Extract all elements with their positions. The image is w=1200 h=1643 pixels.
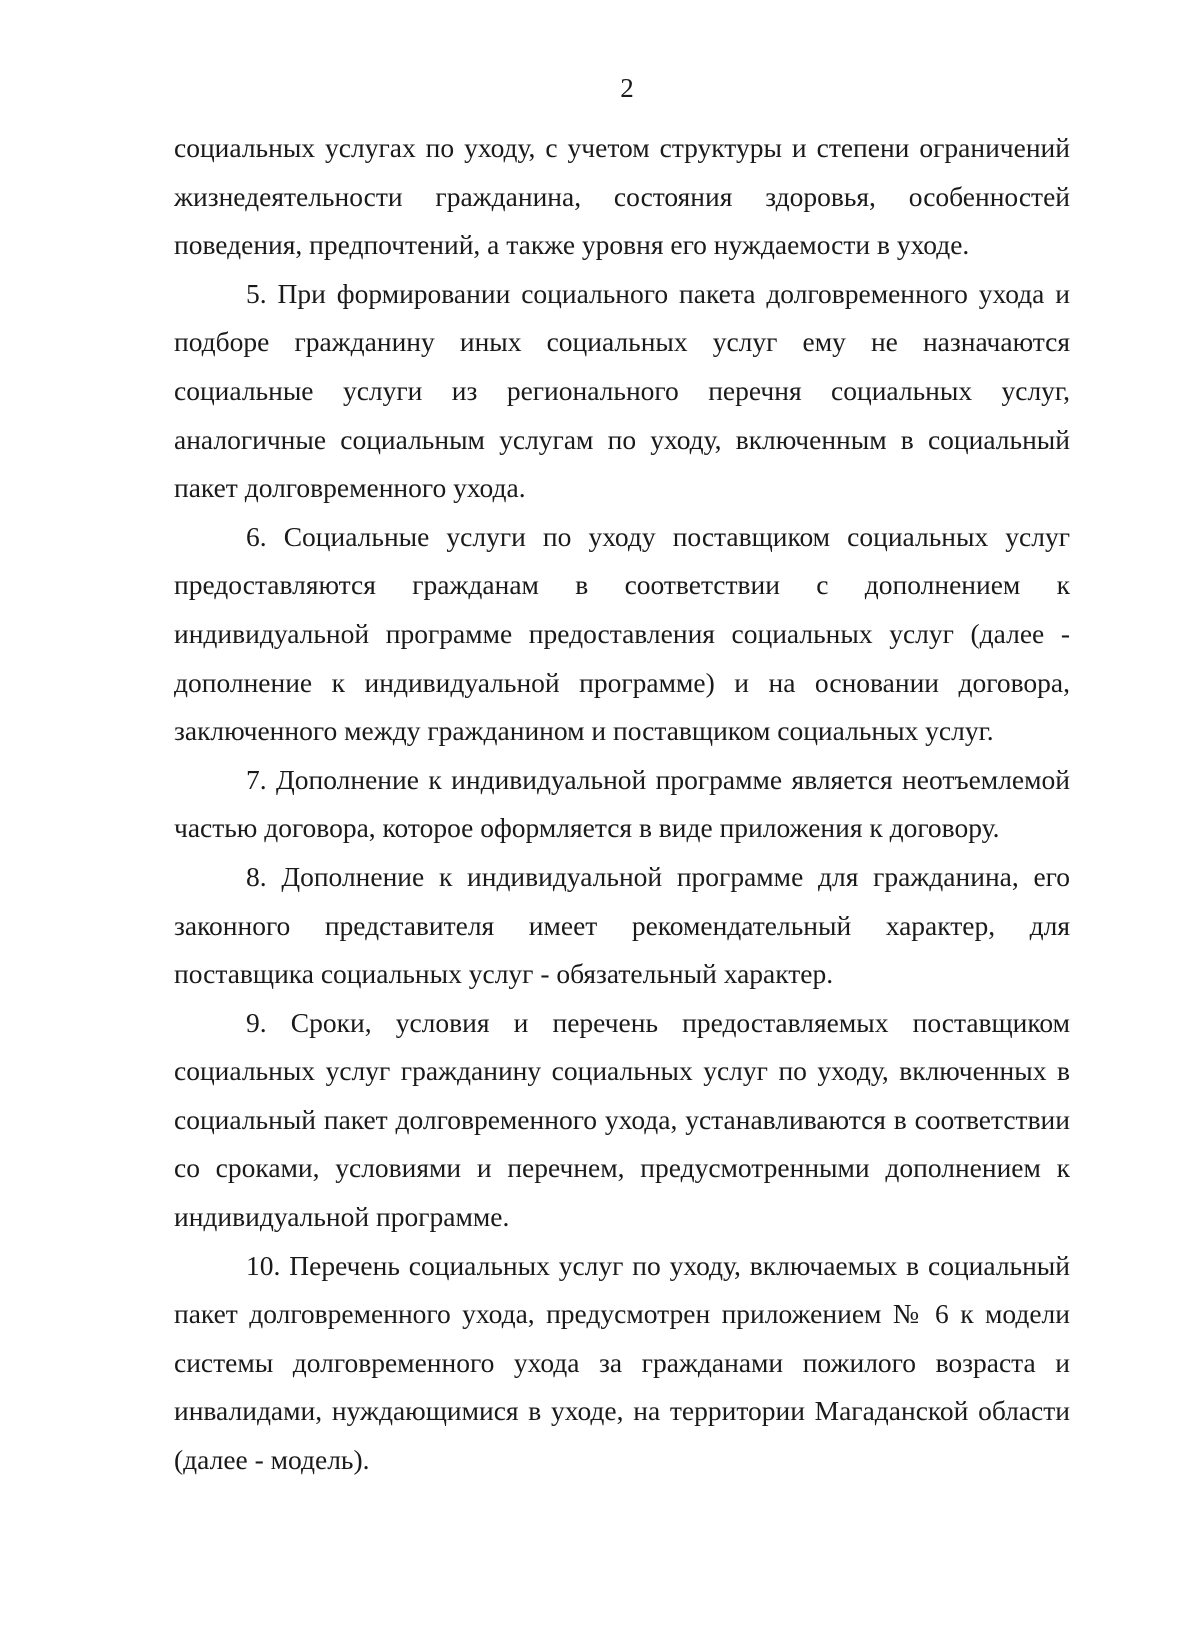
paragraph-9: 9. Сроки, условия и перечень предоставляемых поставщиком социальных услуг гражданину социальных услуг по уходу, включенных в социальный пакет долговременного ухода, устанавливаются в соответствии со сроками, условиями и перечнем, предусмотренными дополнением к индивидуальной программе. [174, 1006, 1070, 1233]
paragraph-5: 5. При формировании социального пакета долговременного ухода и подборе гражданину иных социальных услуг ему не назначаются социальные услуги из регионального перечня социальных услуг, аналогичные социальным услугам по уходу, включенным в социальный пакет долговременного ухода. [174, 277, 1070, 504]
paragraph-7: 7. Дополнение к индивидуальной программе является неотъемлемой частью договора, которое оформляется в виде приложения к договору. [174, 763, 1070, 844]
page-number: 2 [620, 73, 634, 103]
document-body [174, 124, 1070, 1485]
paragraph-6: 6. Социальные услуги по уходу поставщиком социальных услуг предоставляются гражданам в соответствии с дополнением к индивидуальной программе предоставления социальных услуг (далее - дополнение к индивидуальной программе) и на основании договора, заключенного между гражданином и поставщиком социальных услуг. [174, 520, 1070, 747]
paragraph-8: 8. Дополнение к индивидуальной программе для гражданина, его законного представителя имеет рекомендательный характер, для поставщика социальных услуг - обязательный характер. [174, 860, 1070, 990]
paragraph-continuation: социальных услугах по уходу, с учетом структуры и степени ограничений жизнедеятельности гражданина, состояния здоровья, особенностей поведения, предпочтений, а также уровня его нуждаемости в уходе. [174, 132, 1070, 261]
paragraph-10: 10. Перечень социальных услуг по уходу, включаемых в социальный пакет долговременного ухода, предусмотрен приложением № 6 к модели системы долговременного ухода за гражданами пожилого возраста и инвалидами, нуждающимися в уходе, на территории Магаданской области (далее - модель). [174, 1249, 1070, 1476]
